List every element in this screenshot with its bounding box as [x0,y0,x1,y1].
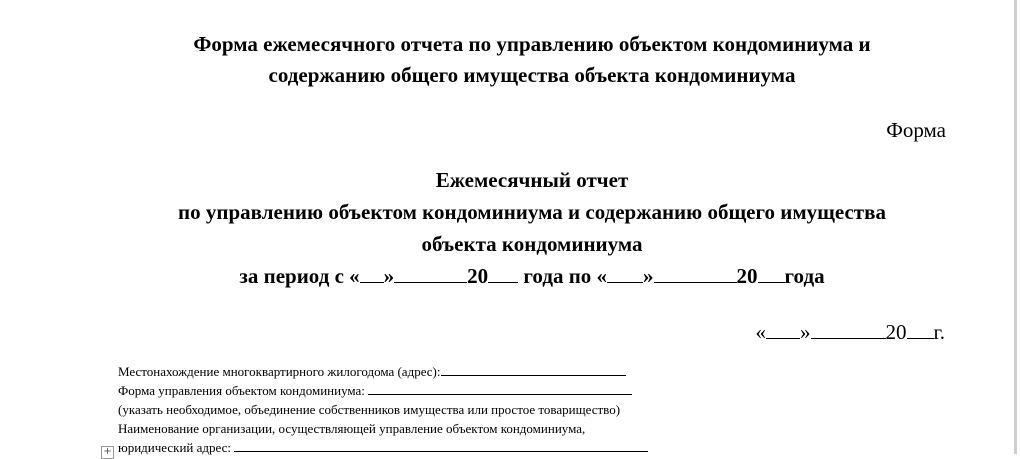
report-line-2: по управлению объектом кондоминиума и содержанию общего имущества [178,200,886,224]
report-line-1: Ежемесячный отчет [435,168,629,192]
report-heading [0,164,1020,292]
report-line-3: объекта кондоминиума [421,232,643,256]
title-line-2: содержанию общего имущества объекта кондоминиума [268,63,796,87]
field-address-blank[interactable] [441,362,626,376]
field-legal-address-blank[interactable] [234,438,648,452]
period-suffix: года [784,264,825,288]
date-quote-close: » [800,320,811,344]
period-middle: года по « [523,264,608,288]
period-day-to-blank[interactable] [607,262,643,283]
title-line-1: Форма ежемесячного отчета по управлению объектом кондоминиума и [193,32,871,56]
period-year-1: 20 [467,264,489,288]
date-month-blank[interactable] [811,318,886,339]
field-legal-address [118,438,648,457]
period-year-2: 20 [736,264,758,288]
document-title [0,29,1020,91]
field-address [118,362,626,381]
form-label: Форма [886,118,946,142]
period-prefix: за период с « [239,264,360,288]
field-legal-address-label: юридический адрес: [118,440,235,455]
field-management-form-label: Форма управления объектом кондоминиума: [118,383,369,398]
field-management-hint: (указать необходимое, объединение собственников имущества или простое товарищество) [118,402,621,417]
period-month-to-blank[interactable] [654,262,737,283]
field-address-label: Местонахождение многоквартирного жилогодома (адрес): [118,364,441,379]
move-handle-icon[interactable]: + [101,446,114,459]
period-year-to-blank[interactable] [758,262,785,283]
date-suffix: г. [933,320,945,344]
date-year: 20 [885,320,907,344]
field-management-form-blank[interactable] [368,381,632,395]
period-month-from-blank[interactable] [394,262,467,283]
period-year-from-blank[interactable] [488,262,518,283]
period-quote-close-1: » [383,264,395,288]
date-quote-open: « [755,320,766,344]
field-organization: Наименование организации, осуществляющей управление объектом кондоминиума, [118,421,586,436]
date-day-blank[interactable] [766,318,800,339]
period-quote-close-2: » [643,264,654,288]
date-year-blank[interactable] [907,318,934,339]
report-period [0,260,1020,292]
report-date [756,318,946,345]
field-management-form [118,381,632,400]
period-day-from-blank[interactable] [360,262,384,283]
